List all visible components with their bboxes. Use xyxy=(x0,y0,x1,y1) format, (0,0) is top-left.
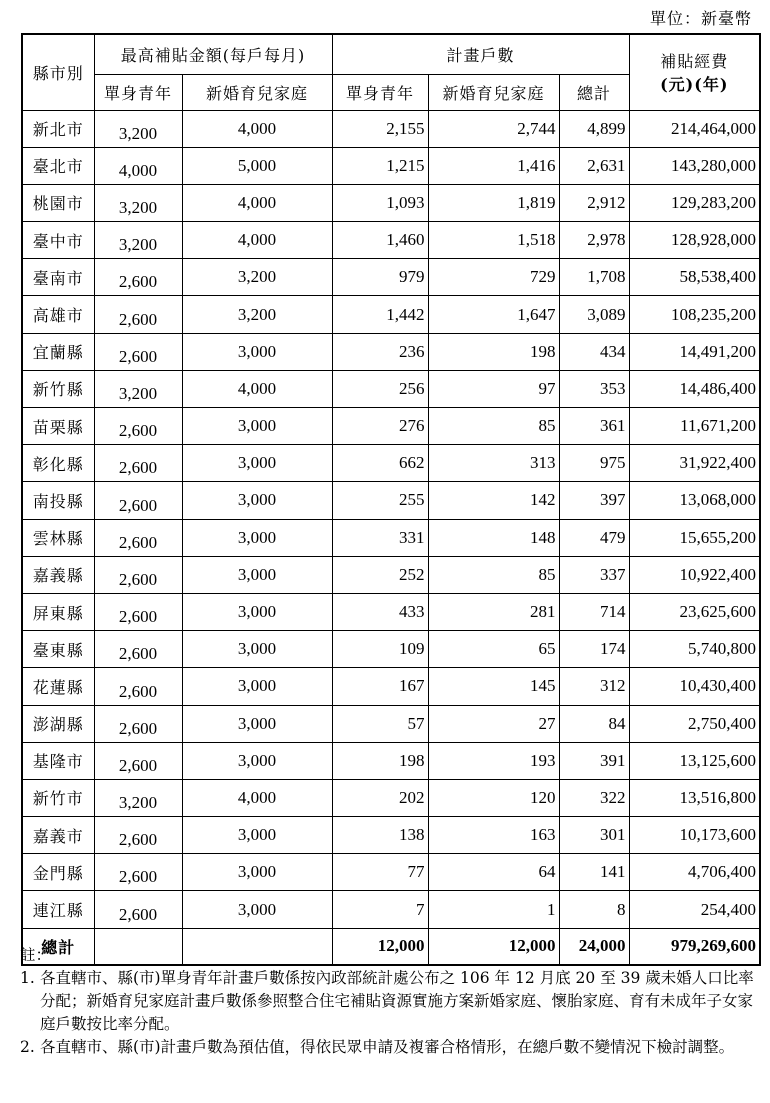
cell-county: 嘉義市 xyxy=(22,817,94,854)
note-number: 2. xyxy=(20,1038,35,1056)
cell-county: 臺中市 xyxy=(22,222,94,259)
table-row xyxy=(22,779,760,816)
cell-cost: 128,928,000 xyxy=(629,222,760,259)
cell-hh-total: 174 xyxy=(559,631,629,668)
cell-max-single: 2,600 xyxy=(94,519,182,556)
cell-max-single: 3,200 xyxy=(94,184,182,221)
cell-county: 臺北市 xyxy=(22,147,94,184)
cell-max-single: 2,600 xyxy=(94,482,182,519)
cell-hh-family: 145 xyxy=(428,668,559,705)
cell-hh-single: 662 xyxy=(332,445,428,482)
table-row xyxy=(22,742,760,779)
table-row xyxy=(22,370,760,407)
cell-max-family: 3,000 xyxy=(182,333,332,370)
cell-max-family: 4,000 xyxy=(182,110,332,147)
note-text: 各直轄市、縣(市)單身青年計畫戶數係按內政部統計處公布之 106 年 12 月底 20 至 39 歲未婚人口比率分配；新婚育兒家庭計畫戶數係參照整合住宅補貼資源實施方案新婚家庭、懷胎家庭、育有未成年子女家庭戶數按比率分配。 xyxy=(40,969,754,1033)
cell-max-family: 3,000 xyxy=(182,593,332,630)
cell-county: 雲林縣 xyxy=(22,519,94,556)
cell-hh-total: 322 xyxy=(559,779,629,816)
subsidy-table xyxy=(21,33,761,966)
cell-hh-total: 714 xyxy=(559,593,629,630)
note-item xyxy=(20,1036,760,1059)
cell-county: 嘉義縣 xyxy=(22,556,94,593)
cell-cost: 10,430,400 xyxy=(629,668,760,705)
cell-max-single: 2,600 xyxy=(94,742,182,779)
cell-hh-total: 1,708 xyxy=(559,259,629,296)
cell-hh-single: 109 xyxy=(332,631,428,668)
cell-max-family: 3,000 xyxy=(182,482,332,519)
cell-max-family: 4,000 xyxy=(182,184,332,221)
cell-max-single: 4,000 xyxy=(94,147,182,184)
cell-county: 屏東縣 xyxy=(22,593,94,630)
table-body xyxy=(22,110,760,928)
total-hh-total: 24,000 xyxy=(559,928,629,965)
table-row xyxy=(22,110,760,147)
cell-max-single: 3,200 xyxy=(94,370,182,407)
cell-cost: 23,625,600 xyxy=(629,593,760,630)
cell-hh-total: 479 xyxy=(559,519,629,556)
cell-max-single: 2,600 xyxy=(94,854,182,891)
cell-hh-total: 3,089 xyxy=(559,296,629,333)
cell-hh-single: 1,215 xyxy=(332,147,428,184)
cell-hh-single: 1,460 xyxy=(332,222,428,259)
cell-hh-total: 301 xyxy=(559,817,629,854)
cell-max-family: 3,000 xyxy=(182,445,332,482)
table-row xyxy=(22,519,760,556)
cell-max-family: 3,000 xyxy=(182,519,332,556)
cell-hh-family: 1,518 xyxy=(428,222,559,259)
cell-hh-total: 361 xyxy=(559,408,629,445)
cell-max-family: 4,000 xyxy=(182,222,332,259)
header-subsidy-cost-line2: (元)(年) xyxy=(660,75,729,95)
cell-cost: 15,655,200 xyxy=(629,519,760,556)
cell-county: 桃園市 xyxy=(22,184,94,221)
table-row xyxy=(22,445,760,482)
cell-hh-single: 276 xyxy=(332,408,428,445)
cell-hh-family: 1,647 xyxy=(428,296,559,333)
cell-county: 高雄市 xyxy=(22,296,94,333)
total-cost: 979,269,600 xyxy=(629,928,760,965)
notes-heading: 註： xyxy=(20,946,52,964)
cell-cost: 129,283,200 xyxy=(629,184,760,221)
cell-hh-family: 27 xyxy=(428,705,559,742)
cell-county: 連江縣 xyxy=(22,891,94,928)
cell-cost: 13,125,600 xyxy=(629,742,760,779)
cell-hh-total: 4,899 xyxy=(559,110,629,147)
cell-max-family: 3,000 xyxy=(182,742,332,779)
cell-cost: 11,671,200 xyxy=(629,408,760,445)
cell-cost: 13,516,800 xyxy=(629,779,760,816)
total-label: 總計 xyxy=(22,928,94,965)
cell-cost: 10,922,400 xyxy=(629,556,760,593)
cell-max-family: 3,000 xyxy=(182,556,332,593)
cell-county: 澎湖縣 xyxy=(22,705,94,742)
total-hh-family: 12,000 xyxy=(428,928,559,965)
cell-hh-total: 975 xyxy=(559,445,629,482)
note-text: 各直轄市、縣(市)計畫戶數為預估值，得依民眾申請及複審合格情形，在總戶數不變情況下檢討調整。 xyxy=(40,1038,735,1056)
cell-max-single: 3,200 xyxy=(94,110,182,147)
cell-cost: 58,538,400 xyxy=(629,259,760,296)
cell-cost: 14,491,200 xyxy=(629,333,760,370)
cell-hh-single: 255 xyxy=(332,482,428,519)
cell-county: 臺東縣 xyxy=(22,631,94,668)
cell-max-family: 3,000 xyxy=(182,854,332,891)
cell-max-single: 2,600 xyxy=(94,333,182,370)
cell-hh-family: 193 xyxy=(428,742,559,779)
cell-hh-family: 142 xyxy=(428,482,559,519)
cell-county: 宜蘭縣 xyxy=(22,333,94,370)
cell-cost: 254,400 xyxy=(629,891,760,928)
table-row xyxy=(22,482,760,519)
cell-cost: 13,068,000 xyxy=(629,482,760,519)
cell-cost: 2,750,400 xyxy=(629,705,760,742)
cell-hh-single: 167 xyxy=(332,668,428,705)
cell-hh-single: 979 xyxy=(332,259,428,296)
cell-hh-family: 64 xyxy=(428,854,559,891)
total-hh-single: 12,000 xyxy=(332,928,428,965)
header-subsidy-cost xyxy=(629,34,760,110)
cell-county: 南投縣 xyxy=(22,482,94,519)
cell-cost: 5,740,800 xyxy=(629,631,760,668)
table-row xyxy=(22,593,760,630)
cell-max-family: 3,000 xyxy=(182,817,332,854)
cell-max-family: 3,000 xyxy=(182,631,332,668)
header-subsidy-cost-line1: 補貼經費 xyxy=(660,52,729,72)
cell-hh-family: 120 xyxy=(428,779,559,816)
cell-hh-single: 2,155 xyxy=(332,110,428,147)
cell-cost: 4,706,400 xyxy=(629,854,760,891)
cell-county: 花蓮縣 xyxy=(22,668,94,705)
cell-hh-single: 7 xyxy=(332,891,428,928)
notes-list xyxy=(20,967,760,1059)
cell-hh-total: 2,978 xyxy=(559,222,629,259)
cell-max-single: 2,600 xyxy=(94,817,182,854)
cell-max-single: 3,200 xyxy=(94,222,182,259)
cell-max-family: 3,200 xyxy=(182,259,332,296)
header-hh-family: 新婚育兒家庭 xyxy=(428,74,559,110)
cell-cost: 214,464,000 xyxy=(629,110,760,147)
cell-max-single: 2,600 xyxy=(94,445,182,482)
table-row xyxy=(22,556,760,593)
note-number: 1. xyxy=(20,969,35,987)
cell-hh-total: 434 xyxy=(559,333,629,370)
table-row xyxy=(22,222,760,259)
cell-county: 臺南市 xyxy=(22,259,94,296)
cell-max-family: 4,000 xyxy=(182,779,332,816)
cell-hh-family: 65 xyxy=(428,631,559,668)
cell-hh-single: 252 xyxy=(332,556,428,593)
cell-cost: 108,235,200 xyxy=(629,296,760,333)
cell-max-family: 3,000 xyxy=(182,408,332,445)
cell-hh-total: 2,912 xyxy=(559,184,629,221)
cell-county: 新竹市 xyxy=(22,779,94,816)
table-row xyxy=(22,705,760,742)
cell-hh-single: 433 xyxy=(332,593,428,630)
cell-hh-family: 1,416 xyxy=(428,147,559,184)
cell-hh-single: 1,093 xyxy=(332,184,428,221)
cell-cost: 143,280,000 xyxy=(629,147,760,184)
cell-hh-total: 337 xyxy=(559,556,629,593)
table-row xyxy=(22,333,760,370)
cell-max-family: 5,000 xyxy=(182,147,332,184)
table-row xyxy=(22,259,760,296)
cell-max-single: 2,600 xyxy=(94,259,182,296)
cell-hh-single: 57 xyxy=(332,705,428,742)
cell-hh-single: 202 xyxy=(332,779,428,816)
cell-hh-total: 312 xyxy=(559,668,629,705)
cell-hh-single: 256 xyxy=(332,370,428,407)
cell-cost: 31,922,400 xyxy=(629,445,760,482)
cell-hh-total: 391 xyxy=(559,742,629,779)
cell-hh-family: 281 xyxy=(428,593,559,630)
cell-max-single: 2,600 xyxy=(94,593,182,630)
cell-hh-total: 8 xyxy=(559,891,629,928)
cell-max-family: 3,000 xyxy=(182,891,332,928)
cell-max-single: 2,600 xyxy=(94,408,182,445)
cell-cost: 14,486,400 xyxy=(629,370,760,407)
cell-county: 彰化縣 xyxy=(22,445,94,482)
cell-hh-family: 97 xyxy=(428,370,559,407)
cell-max-single: 3,200 xyxy=(94,779,182,816)
cell-max-single: 2,600 xyxy=(94,705,182,742)
cell-hh-family: 729 xyxy=(428,259,559,296)
cell-max-family: 3,000 xyxy=(182,705,332,742)
cell-hh-single: 198 xyxy=(332,742,428,779)
cell-hh-single: 138 xyxy=(332,817,428,854)
cell-hh-single: 236 xyxy=(332,333,428,370)
table-row xyxy=(22,408,760,445)
cell-max-single: 2,600 xyxy=(94,556,182,593)
cell-max-family: 4,000 xyxy=(182,370,332,407)
cell-hh-family: 2,744 xyxy=(428,110,559,147)
cell-hh-family: 163 xyxy=(428,817,559,854)
cell-hh-family: 85 xyxy=(428,556,559,593)
cell-county: 苗栗縣 xyxy=(22,408,94,445)
cell-hh-total: 353 xyxy=(559,370,629,407)
header-max-single: 單身青年 xyxy=(94,74,182,110)
notes xyxy=(20,944,760,1059)
cell-max-family: 3,000 xyxy=(182,668,332,705)
cell-hh-family: 313 xyxy=(428,445,559,482)
header-hh-total: 總計 xyxy=(559,74,629,110)
cell-county: 基隆市 xyxy=(22,742,94,779)
table-row xyxy=(22,184,760,221)
cell-hh-single: 331 xyxy=(332,519,428,556)
cell-hh-family: 1,819 xyxy=(428,184,559,221)
cell-hh-family: 1 xyxy=(428,891,559,928)
cell-max-single: 2,600 xyxy=(94,296,182,333)
cell-hh-family: 198 xyxy=(428,333,559,370)
table-row xyxy=(22,817,760,854)
header-hh-single: 單身青年 xyxy=(332,74,428,110)
table-row xyxy=(22,891,760,928)
header-planned-households: 計畫戶數 xyxy=(332,34,629,74)
cell-max-single: 2,600 xyxy=(94,891,182,928)
header-county: 縣市別 xyxy=(22,34,94,110)
header-max-subsidy: 最高補貼金額(每戶每月) xyxy=(94,34,332,74)
unit-label: 單位：新臺幣 xyxy=(649,9,752,28)
table-row xyxy=(22,854,760,891)
cell-max-single: 2,600 xyxy=(94,631,182,668)
cell-county: 金門縣 xyxy=(22,854,94,891)
cell-hh-family: 148 xyxy=(428,519,559,556)
cell-hh-total: 2,631 xyxy=(559,147,629,184)
cell-county: 新竹縣 xyxy=(22,370,94,407)
table-row xyxy=(22,296,760,333)
header-max-family: 新婚育兒家庭 xyxy=(182,74,332,110)
note-item xyxy=(20,967,760,1036)
cell-max-single: 2,600 xyxy=(94,668,182,705)
table-row xyxy=(22,147,760,184)
cell-max-family: 3,200 xyxy=(182,296,332,333)
table-row xyxy=(22,668,760,705)
cell-hh-family: 85 xyxy=(428,408,559,445)
cell-hh-single: 77 xyxy=(332,854,428,891)
cell-hh-single: 1,442 xyxy=(332,296,428,333)
cell-county: 新北市 xyxy=(22,110,94,147)
table-row xyxy=(22,631,760,668)
cell-hh-total: 141 xyxy=(559,854,629,891)
cell-hh-total: 84 xyxy=(559,705,629,742)
cell-cost: 10,173,600 xyxy=(629,817,760,854)
cell-hh-total: 397 xyxy=(559,482,629,519)
